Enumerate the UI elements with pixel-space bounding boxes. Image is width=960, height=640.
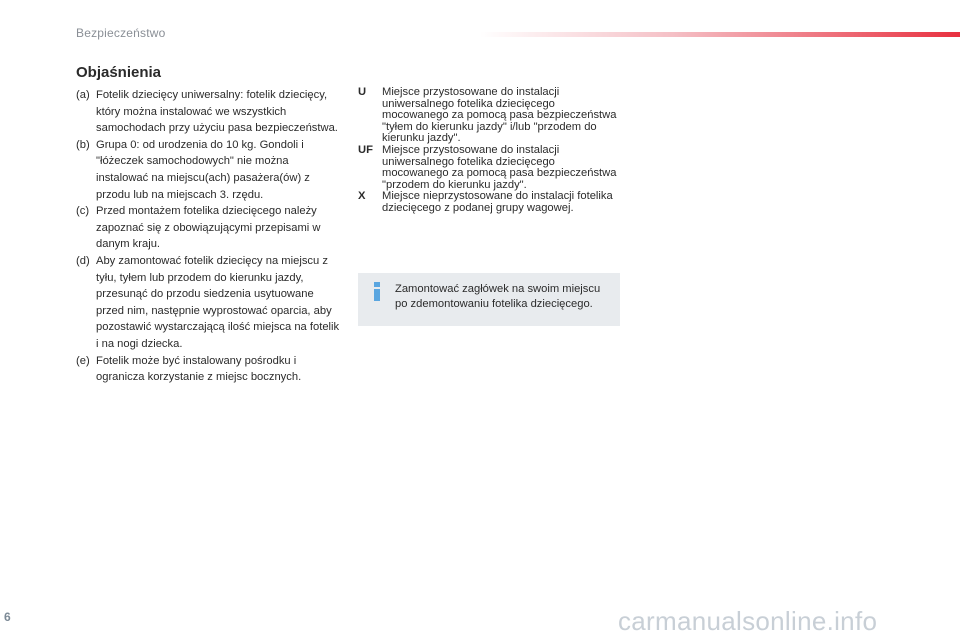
- explanation-letter: (c): [76, 205, 90, 218]
- definition-text: Miejsce przystosowane do instalacji uniwersalnego fotelika dziecięcego mocowanego za pomocą pasa bezpieczeństwa "przodem do kierunku jazdy".: [382, 143, 617, 191]
- note-box: [358, 273, 620, 326]
- page-heading: Objaśnienia: [76, 64, 162, 81]
- explanations-list: [76, 87, 340, 386]
- page-number: 6: [4, 610, 11, 624]
- explanation-item: [76, 87, 340, 137]
- explanation-letter: (e): [76, 354, 90, 367]
- definition-text: Miejsce nieprzystosowane do instalacji fotelika dziecięcego z podanej grupy wagowej.: [382, 190, 613, 214]
- definition-code: UF: [358, 143, 373, 156]
- definition-code: X: [358, 190, 366, 203]
- explanation-letter: (a): [76, 89, 90, 101]
- explanation-text: Aby zamontować fotelik dziecięcy na miejscu z tyłu, tyłem lub przodem do kierunku jazdy, przesunąć do przodu siedzenia usytuowane przed nim, następnie wyprostować oparcia, aby pozostawić wystarczającą ilość miejsca na fotelik i na nogi dziecka.: [96, 254, 340, 350]
- definitions-list: [358, 87, 620, 215]
- watermark: carmanualsonline.info: [618, 606, 878, 636]
- definition-item: [358, 145, 620, 191]
- explanation-text: Grupa 0: od urodzenia do 10 kg. Gondoli i "łóżeczek samochodowych" nie można instalować na miejscu(ach) pasażera(ów) z przodu lub na miejscach 3. rzędu.: [96, 138, 310, 201]
- header-accent-bar: [480, 32, 960, 37]
- definition-code: U: [358, 86, 367, 98]
- explanation-letter: (b): [76, 138, 90, 151]
- info-icon: [370, 282, 384, 301]
- explanation-text: Przed montażem fotelika dziecięcego należy zapoznać się z obowiązującymi przepisami w danym kraju.: [96, 205, 321, 251]
- explanation-letter: (d): [76, 254, 90, 267]
- definition-item: [358, 87, 620, 145]
- note-text: Zamontować zagłówek na swoim miejscu po zdemontowaniu fotelika dziecięcego.: [395, 283, 601, 310]
- explanation-text: Fotelik dziecięcy uniwersalny: fotelik dziecięcy, który można instalować we wszystkich samochodach przy użyciu pasa bezpieczeństwa.: [96, 89, 338, 135]
- explanation-item: [76, 353, 340, 386]
- definition-item: [358, 191, 620, 214]
- explanation-item: [76, 253, 340, 353]
- explanation-item: [76, 137, 340, 203]
- section-title: Bezpieczeństwo: [76, 26, 166, 40]
- definition-text: Miejsce przystosowane do instalacji uniwersalnego fotelika dziecięcego mocowanego za pomocą pasa bezpieczeństwa "tyłem do kierunku jazdy" i/lub "przodem do kierunku jazdy".: [382, 86, 617, 145]
- explanation-item: [76, 203, 340, 253]
- explanation-text: Fotelik może być instalowany pośrodku i ogranicza korzystanie z miejsc bocznych.: [96, 354, 302, 384]
